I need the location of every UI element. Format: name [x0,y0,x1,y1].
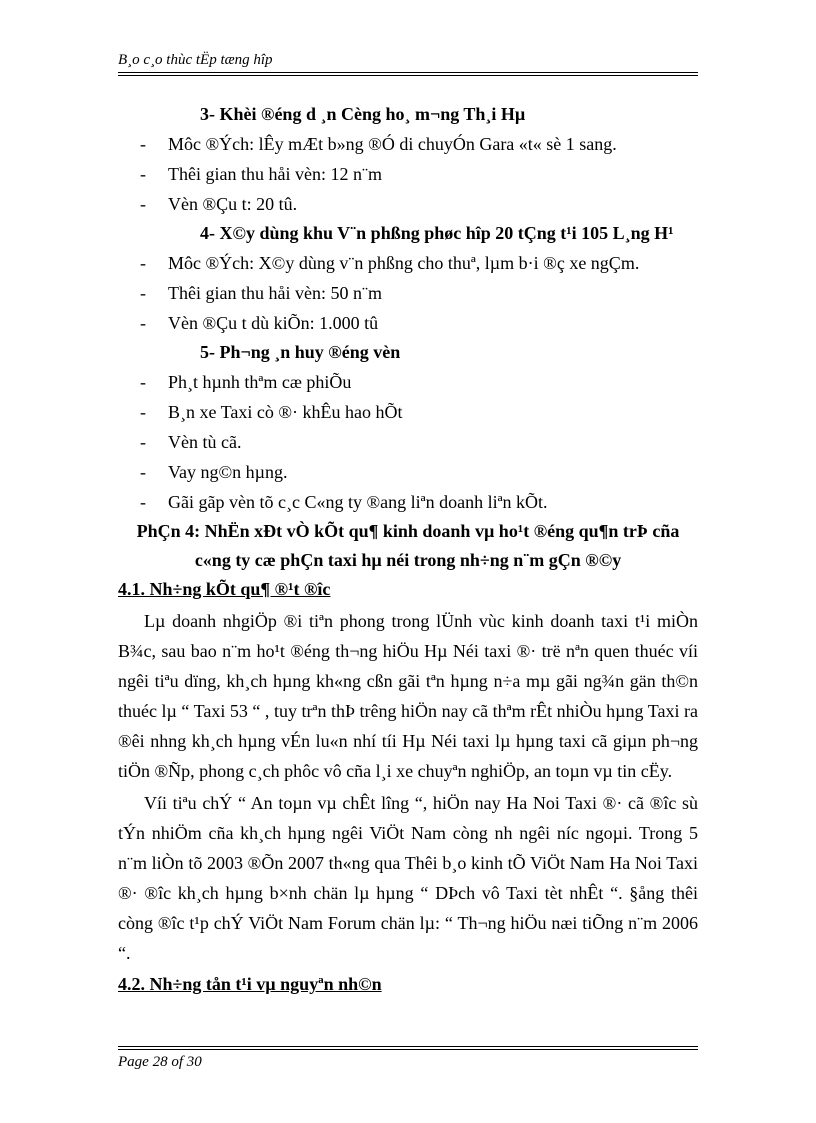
page-number: Page 28 of 30 [118,1054,202,1070]
section-3-title: 3- Khèi ®éng d ¸n Cèng ho¸ m¬ng Th¸i Hµ [200,104,526,124]
paragraph: Víi tiªu chÝ “ An toµn vµ chÊt lîng “, hiÖn nay Ha Noi Taxi ®· cã ®îc sù tÝn nhiÖm cña kh¸ch hµng ngêi ViÖt Nam còng nh ngêi níc ngoµi. Trong 5 n¨m liÒn tõ 2003 ®Õn 2007 th«ng qua Thêi b¸o kinh tÕ ViÖt Nam Ha Noi Taxi ®· ®îc kh¸ch hµng b×nh chän lµ hµng “ DÞch vô Taxi tèt nhÊt “. §ång thêi còng ®îc t¹p chÝ ViÖt Nam Forum chän lµ: “ Th¬ng hiÖu næi tiÕng n¨m 2006 “. [118,793,698,963]
list-item: - Môc ®Ých: X©y dùng v¨n phßng cho thuª, lµm b·i ®ç xe ngÇm. [140,253,640,273]
part-4-heading-line-2: c«ng ty cæ phÇn taxi hµ néi trong nh÷ng n¨m gÇn ®©y [194,550,622,570]
section-5-title: 5- Ph¬ng ¸n huy ®éng vèn [200,342,401,362]
list-item: - Môc ®Ých: lÊy mÆt b»ng ®Ó di chuyÓn Gara «t« sè 1 sang. [140,134,617,154]
list-item: - Thêi gian thu håi vèn: 12 n¨m [140,164,382,184]
list-item: - B¸n xe Taxi cò ®· khÊu hao hÕt [140,402,403,422]
section-4-1-title: 4.1. Nh÷ng kÕt qu¶ ®¹t ®îc [118,579,331,599]
list-item: - Thêi gian thu håi vèn: 50 n¨m [140,283,382,303]
header-rule [118,72,698,73]
paragraph: Lµ doanh nhgiÖp ®i tiªn phong trong lÜnh vùc kinh doanh taxi t¹i miÒn B¾c, sau bao n¨m ho¹t ®éng th¬ng hiÖu Hµ Néi taxi ®· trë nªn quen thuéc víi ngêi tiªu dïng, kh¸ch hµng kh«ng cßn gãi tªn hµng n÷a mµ gãi ng¾n gän th©n thuéc lµ “ Taxi 53 “ , tuy trªn thÞ trêng hiÖn nay cã thªm rÊt nhiÒu hµng Taxi ra ®êi nhng kh¸ch hµng vÉn lu«n nhí tíi Hµ Néi taxi lµ hµng taxi cã giµn ph¬ng tiÖn ®Ñp, phong c¸ch phôc vô cña l¸i xe chuyªn nghiÖp, an toµn vµ tin cËy. [118,611,698,781]
section-4-title: 4- X©y dùng khu V¨n phßng phøc hîp 20 tÇng t¹i 105 L¸ng H¹ [200,223,674,243]
header-rule-second [118,75,698,76]
running-header: B¸o c¸o thùc tËp tæng hîp [118,52,273,68]
part-4-heading-line-1: PhÇn 4: NhËn xÐt vÒ kÕt qu¶ kinh doanh vµ ho¹t ®éng qu¶n trÞ cña [136,521,680,541]
section-4-2-title: 4.2. Nh÷ng tån t¹i vµ nguyªn nh©n [118,974,382,994]
list-item: - Vèn tù cã. [140,432,242,452]
footer-rule-second [118,1049,698,1050]
list-item: - Gãi gãp vèn tõ c¸c C«ng ty ®ang liªn doanh liªn kÕt. [140,492,548,512]
document-body [118,100,698,999]
list-item: - Vèn ®Çu t: 20 tû. [140,194,298,214]
list-item: - Vèn ®Çu t dù kiÕn: 1.000 tû [140,313,379,333]
list-item: - Ph¸t hµnh thªm cæ phiÕu [140,372,352,392]
list-item: - Vay ng©n hµng. [140,462,288,482]
footer-rule [118,1046,698,1047]
